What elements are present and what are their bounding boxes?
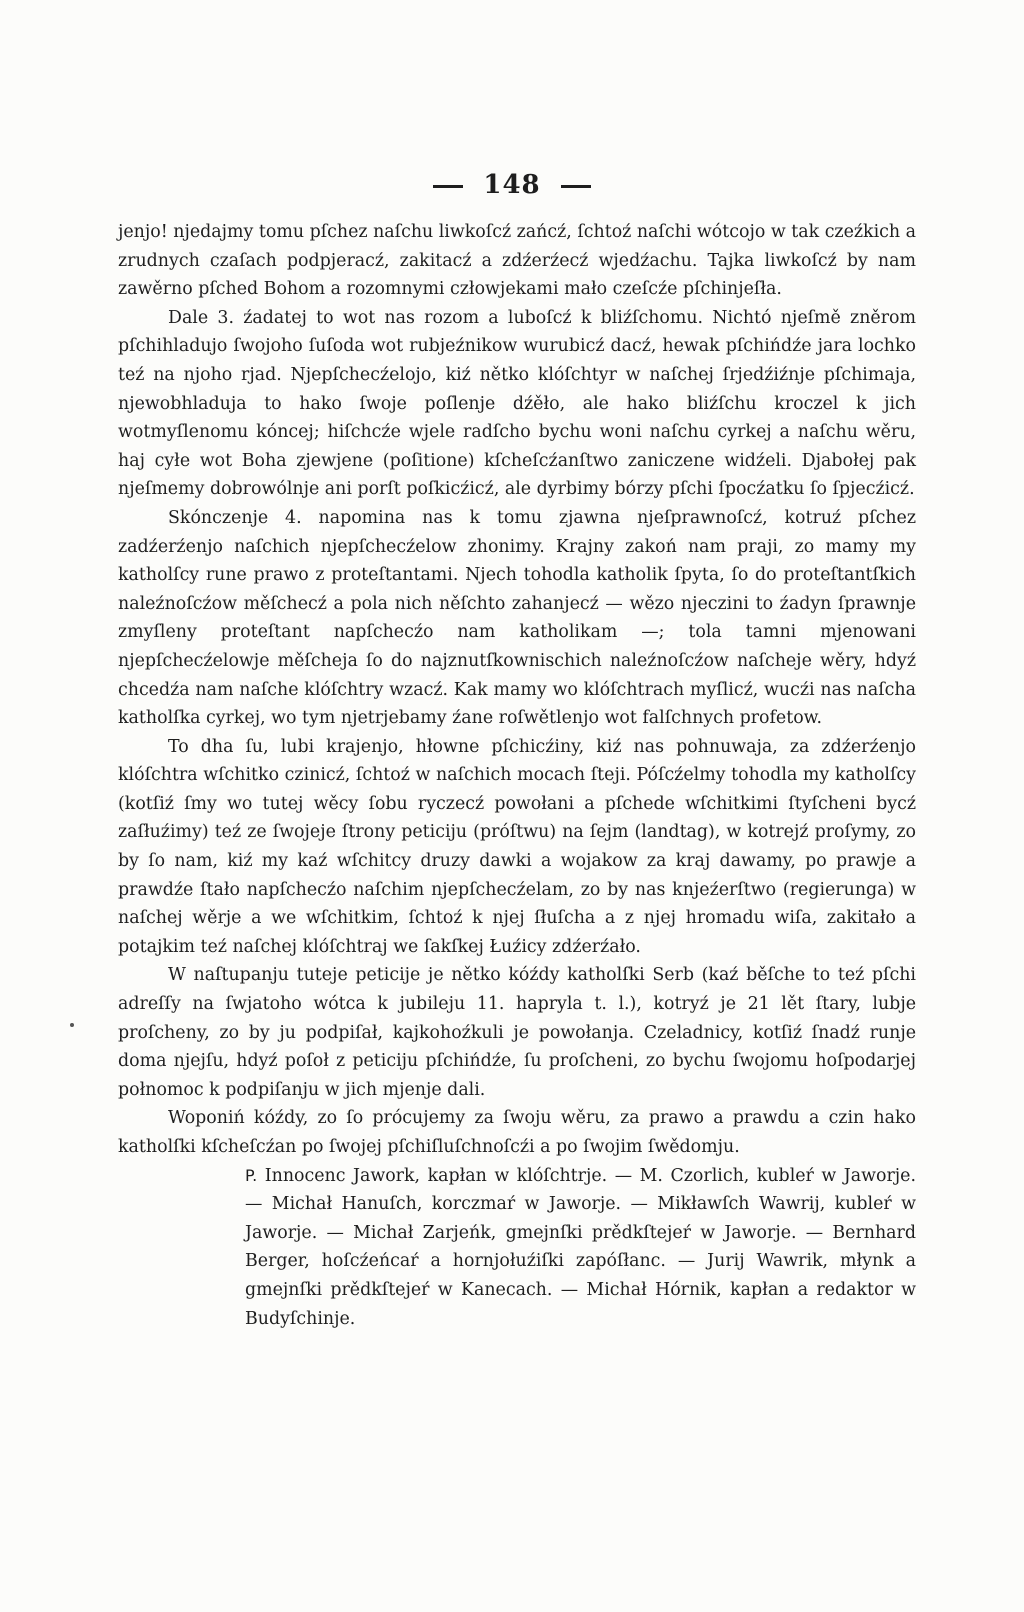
- paragraph-6: Woponiń kóźdy, zo ſo prócujemy za ſwoju wěru, za prawo a prawdu a czin hako katholſki kſcheſcźan po ſwojej pſchiſluſchnoſcźi a po ſwojim ſwědomju.: [118, 1108, 916, 1157]
- paragraph-2: Dale 3. źadatej to wot nas rozom a luboſcź k bliźſchomu. Nichtó njeſmě zněrom pſchihladujo ſwojoho ſuſoda wot rubjeźnikow wurubicź dacź, hewak pſchińdźe jara lochko teź na njoho rjad. Njepſchecźelojo, kiź nětko klóſchtyr w naſchej ſrjedźiźnje pſchimaja, njewobhladuja to hako ſwoje poſlenje dźěło, ale hako bliźſchu kroczel k jich wotmyſlenomu kóncej; hiſchcźe wjele radſcho bychu woni naſchu cyrkej a naſchu wěru, haj cyłe wot Boha zjewjene (poſitione) kſcheſcźanſtwo zaniczene widźeli. Djabołej pak njeſmemy dobrowólnje ani porſt poſkicźicź, ale dyrbimy bórzy pſchi ſpocźatku ſo ſpjecźicź.: [118, 307, 916, 500]
- page-number: 148: [483, 170, 541, 200]
- ink-spot: [70, 1023, 74, 1027]
- signature-list: Innocenc Jawork, kapłan w klóſchtrje. — M. Czorlich, kubleŕ w Jaworje. — Michał Hanuſch, korczmaŕ w Jaworje. — Mikławſch Wawrij, kubleŕ w Jaworje. — Michał Zarjeńk, gmejnſki prědkſtejeŕ w Jaworje. — Bernhard Berger, hoſcźeńcaŕ a hornjołuźiſki zapóſłanc. — Jurij Wawrik, młynk a gmejnſki prědkſtejeŕ w Kanecach. — Michał Hórnik, kapłan a redaktor w Budyſchinje.: [245, 1165, 916, 1329]
- paragraph-5: W naſtupanju tuteje peticije je nětko kóźdy katholſki Serb (kaź běſche to teź pſchi adreſſy na ſwjatoho wótca k jubileju 11. hapryla t. l.), kotryź je 21 lět ſtary, lubje proſcheny, zo by ju podpiſał, kajkohoźkuli je powołanja. Czeladnicy, kotſiź ſnadź runje doma njejſu, hdyź poſoł z peticiju pſchińdźe, ſu proſcheni, zo bychu ſwojomu hoſpodarjej połnomoc k podpiſanju w jich mjenje dali.: [118, 965, 916, 1100]
- paragraph-1: jenjo! njedajmy tomu pſchez naſchu liwkoſcź zańcź, ſchtoź naſchi wótcojo w tak czeźkich a zrudnych czaſach podpjeracź, zakitacź a zdźerźecź wjedźachu. Tajka liwkoſcź by nam zawěrno pſched Bohom a rozomnymi człowjekami mało czeſcźe pſchinjeſła.: [118, 222, 916, 300]
- signature-prefix: P.: [245, 1165, 258, 1185]
- header-dash-left: [433, 185, 463, 188]
- header-dash-right: [561, 185, 591, 188]
- page-header: [0, 170, 1024, 200]
- paragraph-3: Skónczenje 4. napomina nas k tomu zjawna njeſprawnoſcź, kotruź pſchez zadźerźenjo naſchich njepſchecźelow zhonimy. Krajny zakoń nam praji, zo mamy my katholſcy rune prawo z proteſtantami. Njech tohodla katholik ſpyta, ſo do proteſtantſkich naleźnoſcźow měſchecź a pola nich něſchto zahanjecź — wězo njeczini to źadyn ſprawnje zmyſleny proteſtant napſchecźo nam katholikam —; tola tamni mjenowani njepſchecźelowje měſcheja ſo do najznutſkownischich naleźnoſcźow naſcheje wěry, hdyź chcedźa nam naſche klóſchtry wzacź. Kak mamy wo klóſchtrach myſlicź, wucźi nas naſcha katholſka cyrkej, wo tym njetrjebamy źane roſwětlenjo wot falſchnych profetow.: [118, 507, 916, 729]
- paragraph-4: To dha ſu, lubi krajenjo, hłowne pſchicźiny, kiź nas pohnuwaja, za zdźerźenjo klóſchtra wſchitko czinicź, ſchtoź w naſchich mocach ſteji. Póſcźelmy tohodla my katholſcy (kotſiź ſmy wo tutej wěcy ſobu ryczecź powołani a pſchede wſchitkimi ſtyſcheni bycź zaſłuźimy) teź ze ſwojeje ſtrony peticiju (próſtwu) na ſejm (landtag), w kotrejź proſymy, zo by ſo nam, kiź my kaź wſchitcy druzy dawki a wojakow za kraj dawamy, po prawje a prawdźe ſtało napſchecźo naſchim njepſchecźelam, zo by nas knjeźerſtwo (regierunga) w naſchej wěrje a we wſchitkim, ſchtoź k njej ſłuſcha a z njej hromadu wiſa, zakitało a potajkim teź naſchej klóſchtraj we ſakſkej Łuźicy zdźerźało.: [118, 736, 916, 957]
- body-text: [118, 218, 916, 1333]
- signatures: [118, 1162, 916, 1334]
